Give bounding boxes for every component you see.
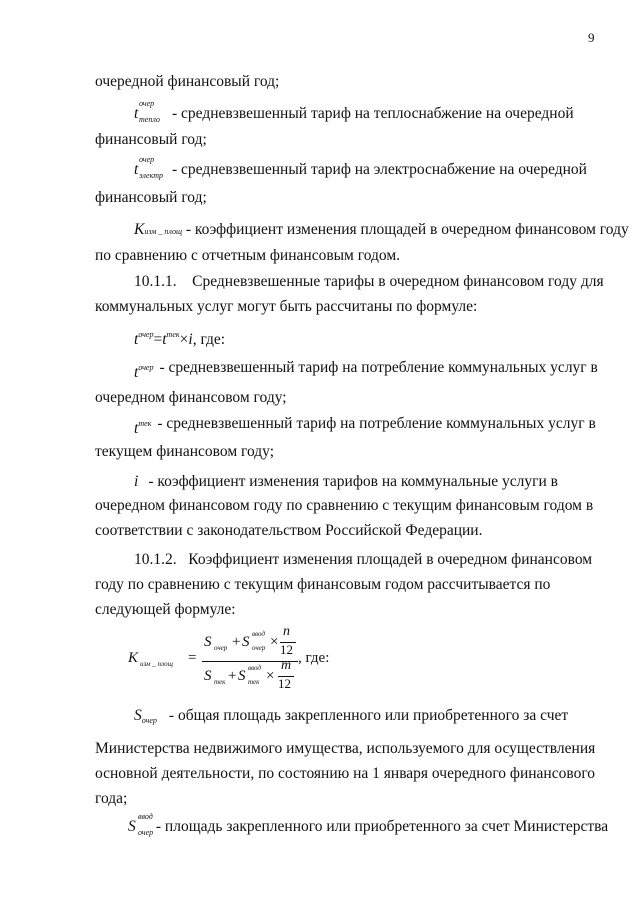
paragraph-line: по сравнению с отчетным финансовым годом. [95,247,401,264]
definition-text: - коэффициент изменения тарифов на коммунальные услуги в [148,473,558,490]
paragraph-line: году по сравнению с текущим финансовым годом рассчитывается по [95,576,551,593]
formula-2: K изм _ площ = S очер + S ввод очер × n 12 S тек + S ввод тек × m 12 , где: [128,624,330,691]
symbol-i: i [134,473,139,490]
definition-t-elektr [134,155,600,180]
symbol-t: t [134,420,139,437]
page-number: 9 [588,30,595,45]
definition-s-vvod: S ввод очер - площадь закрепленного или приобретенного за счет Министерства [128,812,609,837]
definition-text: - коэффициент изменения площадей в очередном финансовом году [185,221,629,238]
symbol-t-elektr: t очер электр [134,155,163,180]
paragraph-line: года; [95,790,128,807]
symbol-s: S [134,707,142,724]
paragraph-line: следующей формуле: [95,601,236,618]
definition-text: - средневзвешенный тариф на теплоснабжение на очередной [172,105,574,122]
paragraph-line: соответствии с законодательством Российской Федерации. [95,522,483,539]
paragraph-line: очередной финансовый год; [95,73,280,90]
section-10-1-1: 10.1.1. Средневзвешенные тарифы в очередном финансовом году для [134,273,604,290]
definition-t-ocher: $t^{очер}$ - средневзвешенный тариф на потребление коммунальных услуг в [134,358,600,383]
definition-text: - общая площадь закрепленного или приобретенного за счет [168,707,569,724]
paragraph-line: очередном финансовом году по сравнению с текущим финансовым годом в [95,497,594,514]
symbol-t-teplo: t очер тепло [134,99,160,124]
definition-s-ocher: $S_{очер}$ - общая площадь закрепленного или приобретенного за счет [134,706,600,731]
definition-i [134,472,600,492]
symbol-k: K [134,221,145,238]
paragraph-line: коммунальных услуг могут быть рассчитаны по формуле: [95,298,478,315]
definition-text: - средневзвешенный тариф на потребление коммунальных услуг в [157,415,596,432]
paragraph-line: Министерства недвижимого имущества, используемого для осуществления [95,740,596,757]
symbol-s: S [128,818,136,835]
definition-t-tek: $t^{тек}$ - средневзвешенный тариф на потребление коммунальных услуг в [134,414,600,439]
definition-k-izm: Kизм _ площ - коэффициент изменения площадей в очередном финансовом году [134,221,629,238]
paragraph-line: финансовый год; [95,131,207,148]
paragraph-line: основной деятельности, по состоянию на 1 января очередного финансового [95,765,596,782]
definition-text: - средневзвешенный тариф на электроснабжение на очередной [172,161,587,178]
paragraph-line: текущем финансовом году; [95,443,275,460]
symbol-t: t [134,364,139,381]
definition-t-teplo [134,99,600,124]
paragraph-line: очередном финансовом году; [95,389,287,406]
definition-text: - площадь закрепленного или приобретенного за счет Министерства [155,818,609,835]
section-10-1-2: 10.1.2. Коэффициент изменения площадей в очередном финансовом [134,551,593,568]
paragraph-line: финансовый год; [95,189,207,206]
definition-text: - средневзвешенный тариф на потребление коммунальных услуг в [159,359,598,376]
formula-1: $t^{очер}=t^{тек}\times i$, где: [134,330,226,348]
